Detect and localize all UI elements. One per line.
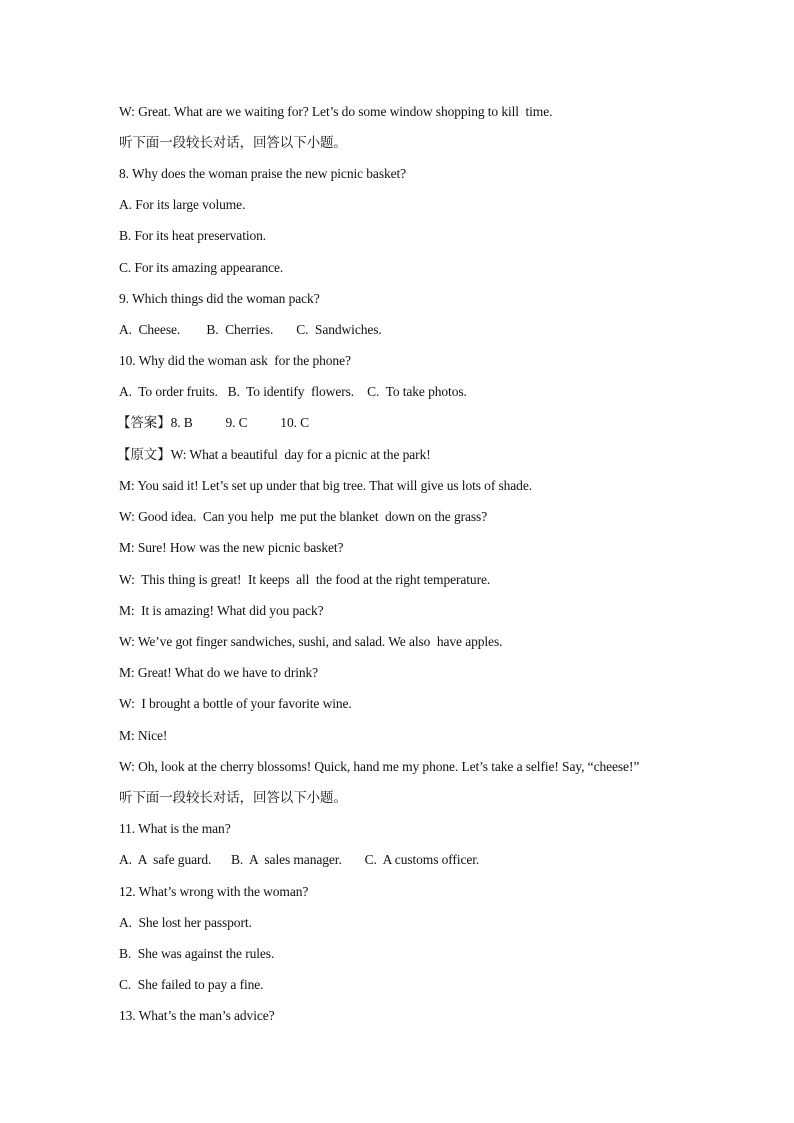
dialogue-line: W: Oh, look at the cherry blossoms! Quick, hand me my phone. Let’s take a selfie! Say, “cheese!”: [119, 759, 640, 774]
option-8a: A. For its large volume.: [119, 197, 246, 212]
question-8: 8. Why does the woman praise the new picnic basket?: [119, 166, 407, 181]
option-12c: C. She failed to pay a fine.: [119, 977, 264, 992]
options-10: A. To order fruits. B. To identify flowers. C. To take photos.: [119, 384, 467, 399]
question-11: 11. What is the man?: [119, 821, 231, 836]
dialogue-line: M: Sure! How was the new picnic basket?: [119, 540, 344, 555]
dialogue-line: M: You said it! Let’s set up under that big tree. That will give us lots of shade.: [119, 478, 533, 493]
section-instruction: 听下面一段较长对话，回答以下小题。: [119, 135, 347, 150]
transcript-start: 【原文】W: What a beautiful day for a picnic at the park!: [117, 447, 431, 462]
question-12: 12. What’s wrong with the woman?: [119, 884, 309, 899]
dialogue-line: W: Good idea. Can you help me put the blanket down on the grass?: [119, 509, 488, 524]
dialogue-line: M: Great! What do we have to drink?: [119, 665, 319, 680]
dialogue-line: W: I brought a bottle of your favorite wine.: [119, 696, 352, 711]
answer-key: 【答案】8. B 9. C 10. C: [117, 415, 310, 430]
section-instruction: 听下面一段较长对话，回答以下小题。: [119, 790, 347, 805]
question-10: 10. Why did the woman ask for the phone?: [119, 353, 351, 368]
option-12b: B. She was against the rules.: [119, 946, 275, 961]
dialogue-line: W: Great. What are we waiting for? Let’s do some window shopping to kill time.: [119, 104, 553, 119]
option-8b: B. For its heat preservation.: [119, 228, 267, 243]
dialogue-line: W: This thing is great! It keeps all the food at the right temperature.: [119, 572, 491, 587]
options-11: A. A safe guard. B. A sales manager. C. A customs officer.: [119, 852, 480, 867]
dialogue-line: W: We’ve got finger sandwiches, sushi, and salad. We also have apples.: [119, 634, 503, 649]
option-12a: A. She lost her passport.: [119, 915, 252, 930]
question-13: 13. What’s the man’s advice?: [119, 1008, 275, 1023]
options-9: A. Cheese. B. Cherries. C. Sandwiches.: [119, 322, 382, 337]
question-9: 9. Which things did the woman pack?: [119, 291, 320, 306]
dialogue-line: M: Nice!: [119, 728, 168, 743]
option-8c: C. For its amazing appearance.: [119, 260, 284, 275]
dialogue-line: M: It is amazing! What did you pack?: [119, 603, 324, 618]
